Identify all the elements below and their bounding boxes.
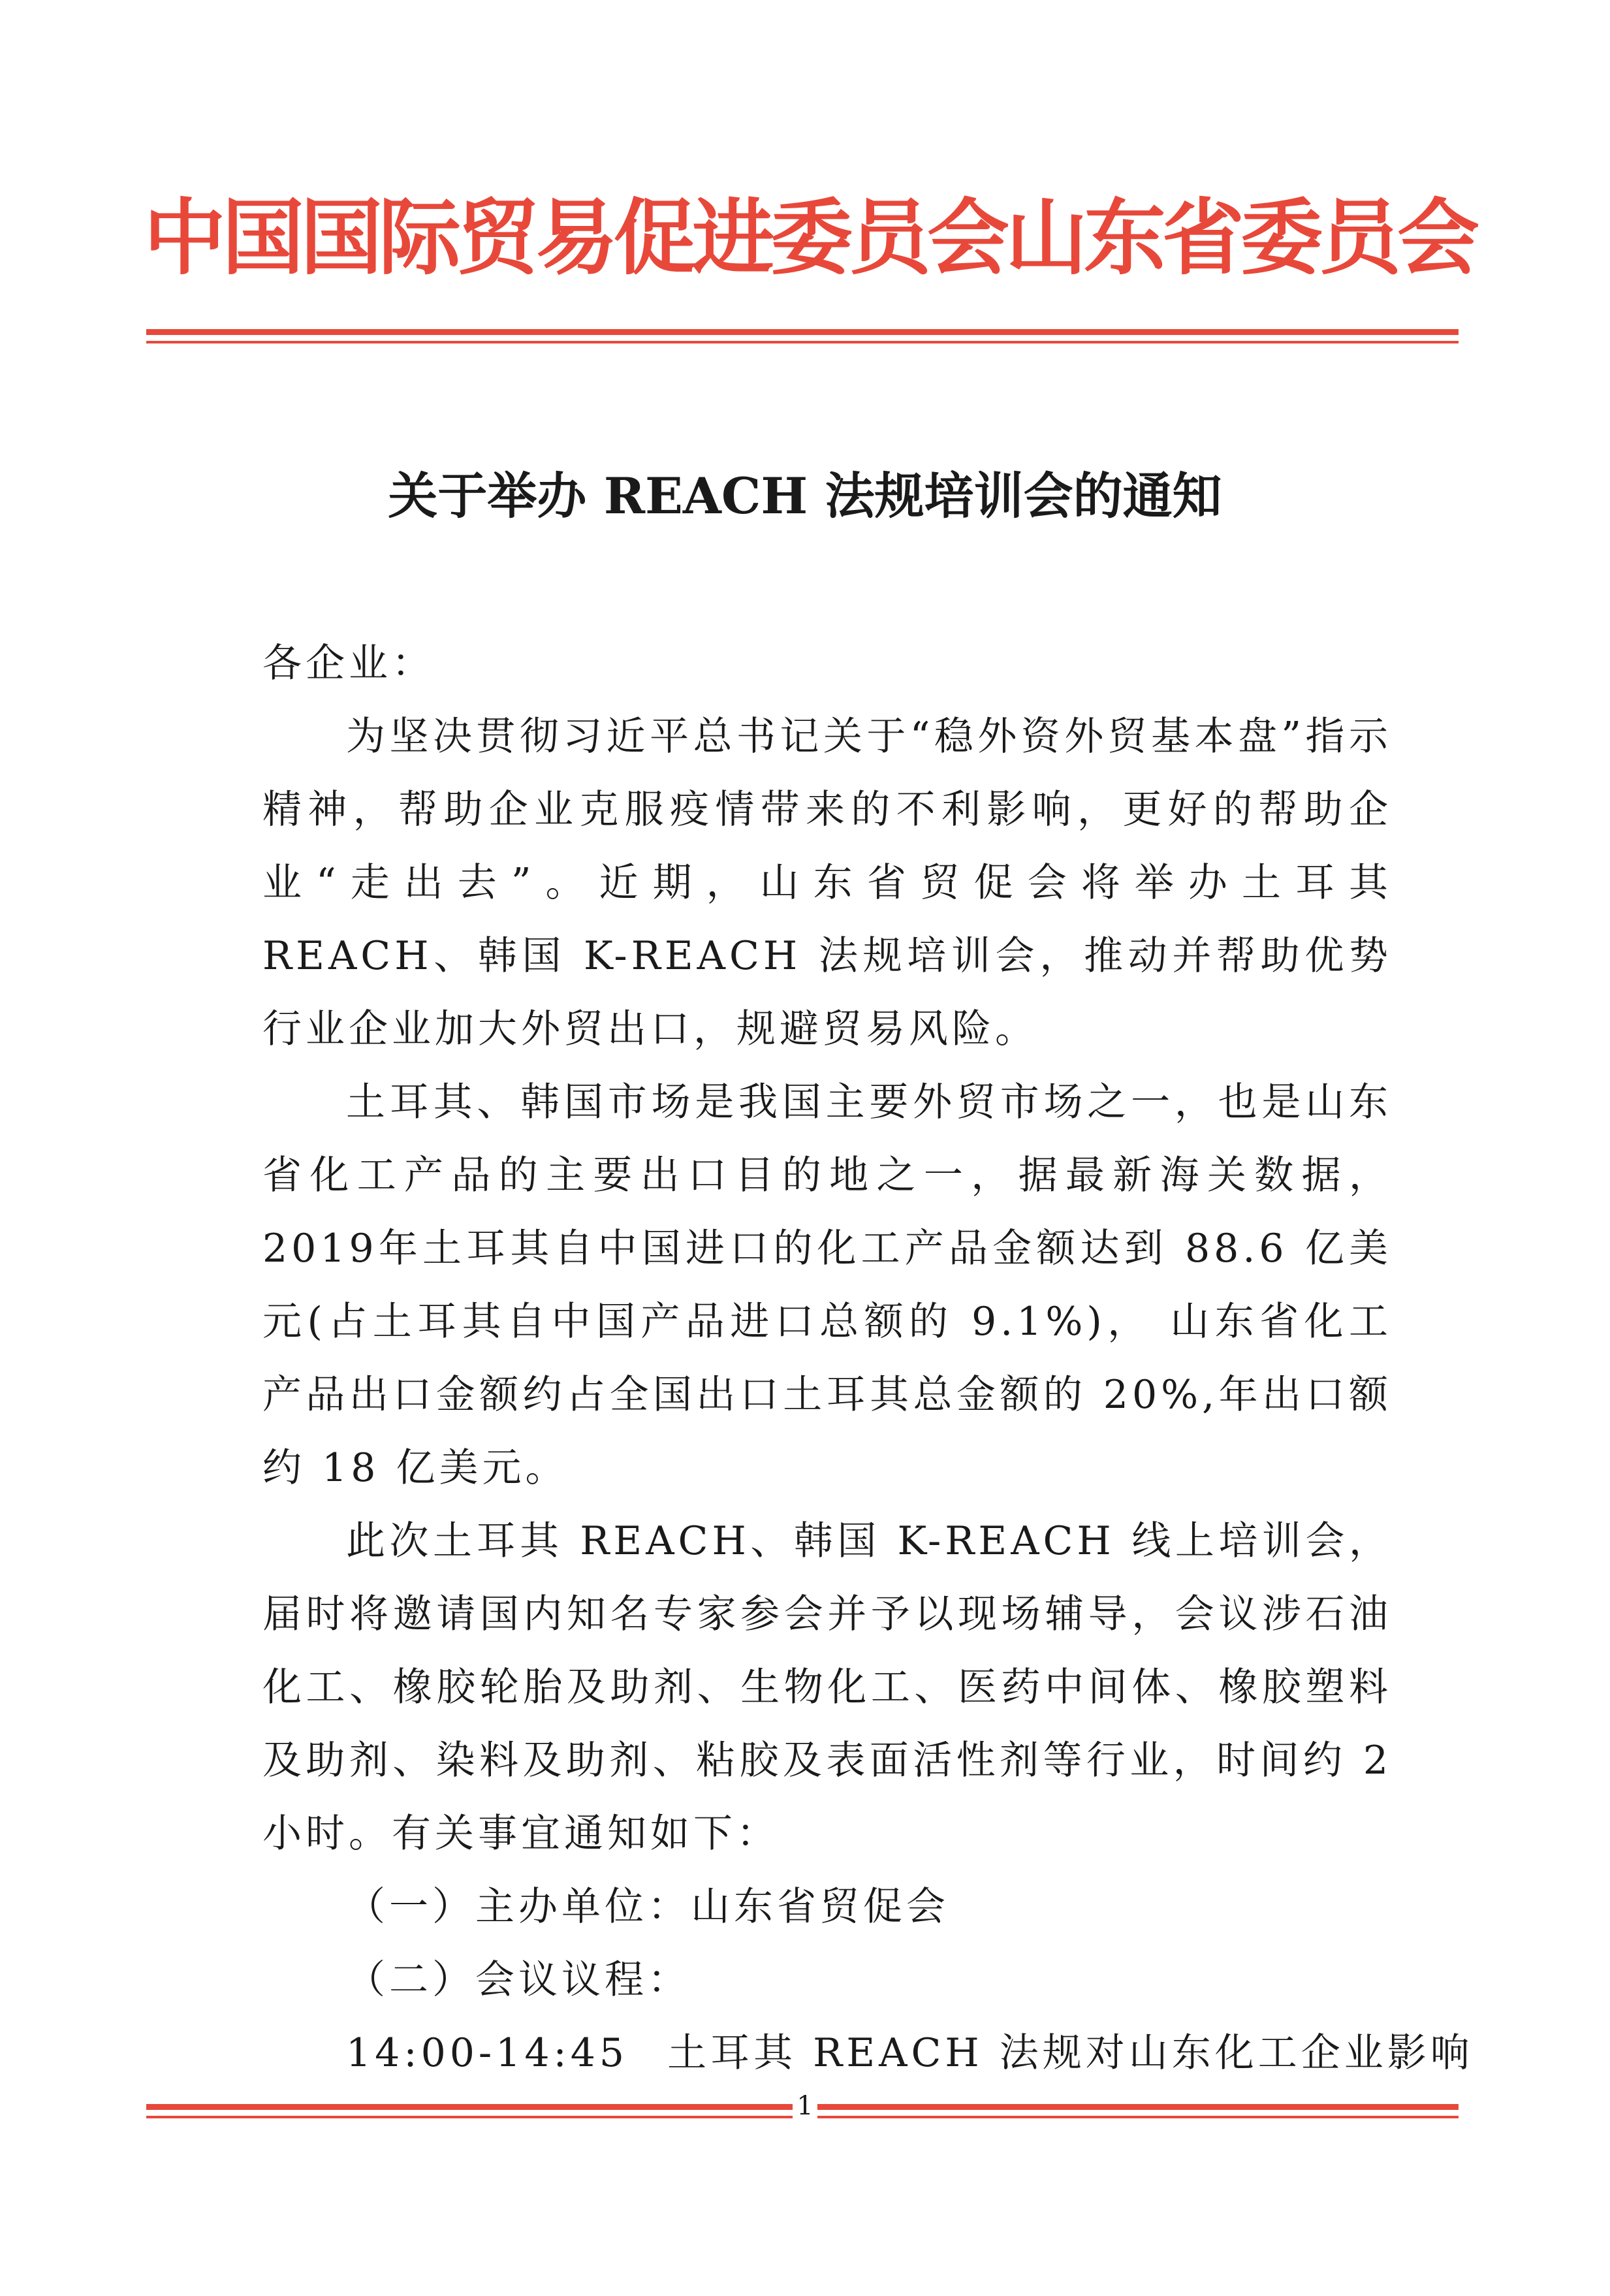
notice-body <box>262 627 1474 2090</box>
list-item-agenda-heading: （二）会议议程： <box>346 1957 691 2003</box>
letterhead-org-name: 中国国际贸易促进委员会山东省委员会 <box>144 190 1476 286</box>
divider-thick-line <box>146 329 1459 335</box>
agenda-row <box>262 2017 1474 2090</box>
agenda-topic: 土耳其 REACH 法规对山东化工企业影响 <box>667 2030 1474 2076</box>
paragraph-market: 土耳其、韩国市场是我国主要外贸市场之一，也是山东省化工产品的主要出口目的地之一，据最新海关数据，2019年土耳其自中国进口的化工产品金额达到 88.6 亿美元(占土耳其自中国产品进口总额的 9.1%)， 山东省化工产品出口金额约占全国出口土耳其总金额的 20%,年出口额约 18 亿美元。 <box>262 1079 1392 1491</box>
paragraph-purpose: 为坚决贯彻习近平总书记关于“稳外资外贸基本盘”指示精神，帮助企业克服疫情带来的不利影响，更好的帮助企业“走出去”。近期，山东省贸促会将举办土耳其 REACH、韩国 K-REACH 法规培训会，推动并帮助优势行业企业加大外贸出口，规避贸易风险。 <box>262 714 1392 1052</box>
page-number-value: 1 <box>793 2091 817 2121</box>
page-number <box>0 2090 1610 2122</box>
notice-title: 关于举办 REACH 法规培训会的通知 <box>388 467 1222 525</box>
salutation: 各企业： <box>262 641 435 686</box>
list-item-organizer: （一）主办单位：山东省贸促会 <box>346 1884 949 1930</box>
divider-thin-line <box>146 341 1459 343</box>
letterhead-divider <box>146 329 1459 343</box>
paragraph-training: 此次土耳其 REACH、韩国 K-REACH 线上培训会，届时将邀请国内知名专家参会并予以现场辅导，会议涉石油化工、橡胶轮胎及助剂、生物化工、医药中间体、橡胶塑料及助剂、染料及助剂、粘胶及表面活性剂等行业，时间约 2 小时。有关事宜通知如下： <box>262 1518 1392 1857</box>
agenda-time: 14:00-14:45 <box>346 2030 629 2076</box>
